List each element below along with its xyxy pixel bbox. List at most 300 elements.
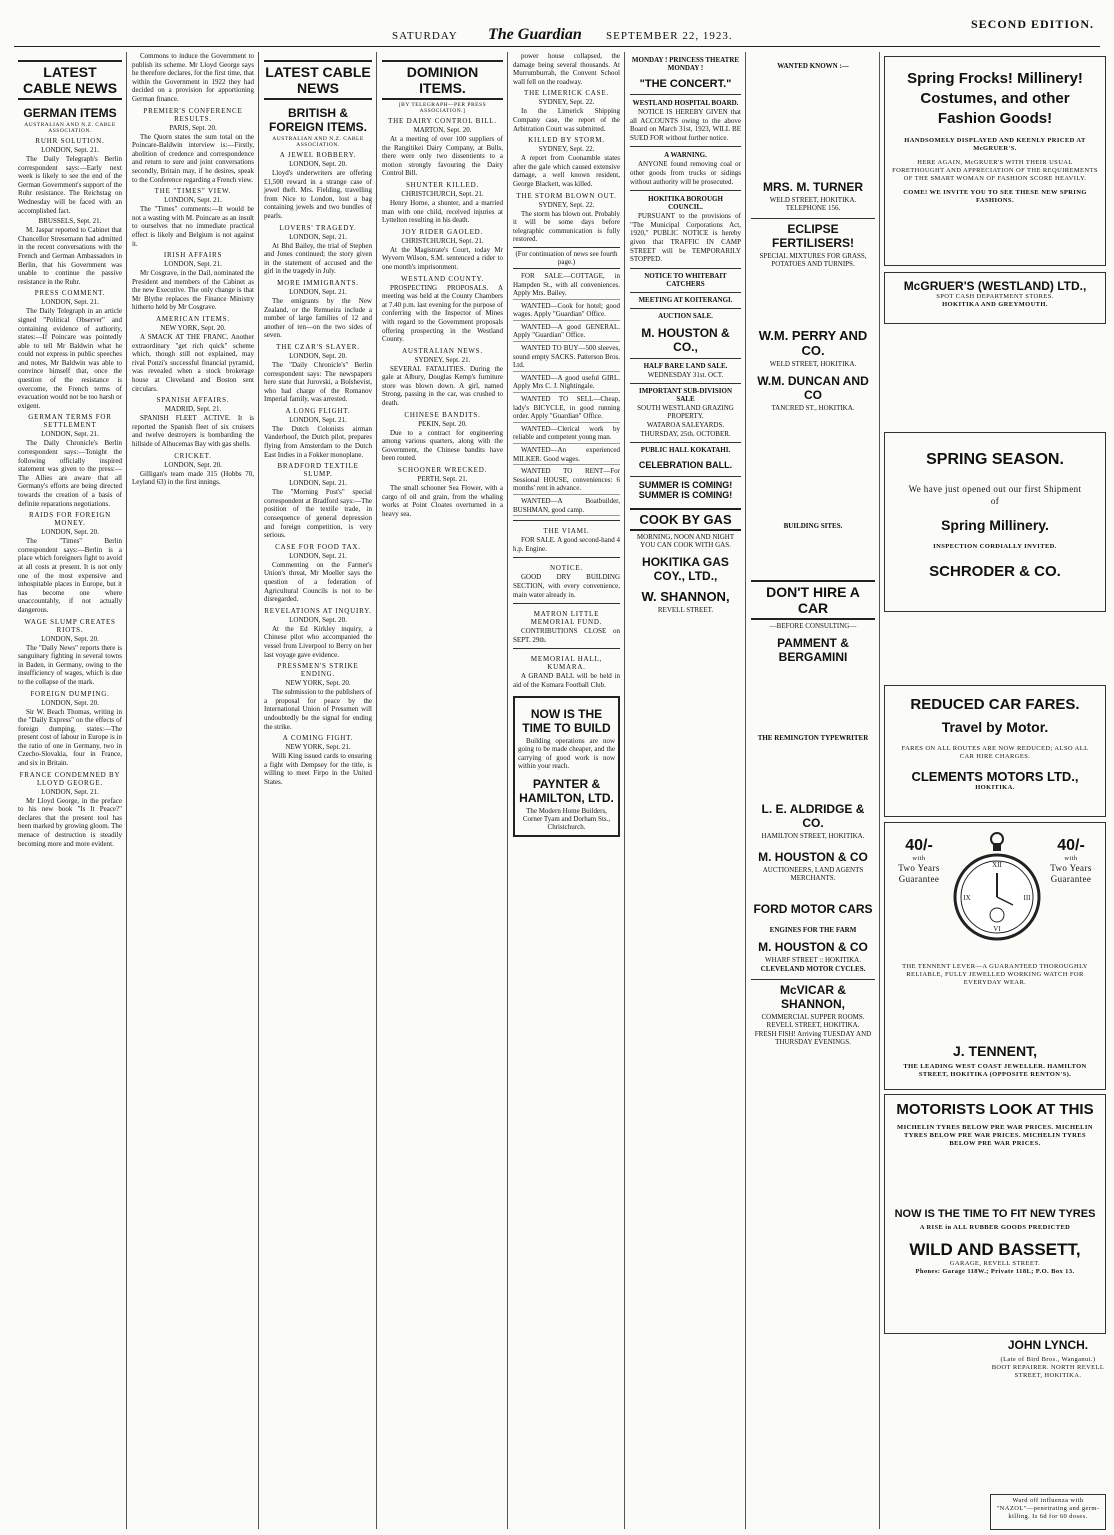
aldridge-heading: L. E. ALDRIDGE & CO. (761, 802, 865, 830)
price-right: 40/- (1057, 837, 1085, 854)
article-title: REVELATIONS AT INQUIRY. (264, 606, 372, 615)
article-dateline: LONDON, Sept. 21. (289, 415, 347, 424)
article (18, 413, 122, 508)
article-title: THE DAIRY CONTROL BILL. (388, 117, 497, 125)
notice-title: THE VIAMI. (543, 527, 590, 536)
article-title: PRESS COMMENT. (34, 289, 106, 298)
ford-heading: FORD MOTOR CARS (753, 902, 873, 916)
subdivision-heading: IMPORTANT SUB-DIVISION SALE (630, 383, 741, 403)
mcvicar-address: COMMERCIAL SUPPER ROOMS. REVELL STREET, HOKITIKA. (761, 1013, 865, 1029)
classified-ad: WANTED—Cook for hotel; good wages. Apply "Guardian" Office. (513, 302, 620, 321)
article-title: PRESSMEN'S STRIKE ENDING. (277, 662, 359, 679)
houston3-heading: M. HOUSTON & CO (758, 940, 868, 954)
hospital-text: NOTICE IS HEREBY GIVEN that all ACCOUNTS owing to the above Board on March 31st, 1923, WILL BE SUED FOR without further notice. (630, 108, 741, 142)
article-title: THE CZAR'S SLAYER. (276, 342, 360, 351)
article-text: At Bhd Bailey, the trial of Stephen and Jones continued; the story given in the statement of accused and the girl in the tragedy in July. (264, 241, 372, 276)
article (132, 251, 254, 312)
column-6 (626, 52, 745, 1531)
schroder-ad (884, 432, 1106, 612)
schroder-name: SCHRODER & CO. (929, 563, 1061, 580)
notice-text: CONTRIBUTIONS CLOSE on SEPT. 29th. (513, 627, 620, 644)
article-text: Lloyd's underwriters are offering £1,500 reward in a strange case of jewel theft. Mrs. Fielding, travelling from Nice to London, lost a bag containing jewels and two bundles of pearls. (264, 169, 372, 220)
article-text: The "Daily News" reports there is sanguinary fighting in several towns in Baden, in Germany, owing to the insufficiency of wages, which is due to the collapse of the mark. (18, 643, 122, 686)
meeting-heading: MEETING AT KOITERANGI. (630, 292, 741, 304)
notice-text: A GRAND BALL will be held in aid of the Kumara Football Club. (513, 672, 620, 689)
masthead-edition: SECOND EDITION. (970, 17, 1094, 31)
article-dateline: LONDON, Sept. 20. (41, 698, 99, 707)
hall-heading: PUBLIC HALL KOKATAHI. (630, 442, 741, 454)
article-text: SEVERAL FATALITIES. During the gale at Albury, Douglas Kemp's furniture store was blown down. A girl, named Strong, passing in the car, was crushed to death. (382, 364, 503, 408)
aldridge-address: HAMILTON STREET, HOKITIKA. (761, 832, 865, 840)
michelin-lines: MICHELIN TYRES BELOW PRE WAR PRICES. MICHELIN TYRES BELOW PRE WAR PRICES. MICHELIN TYRES BELOW PRE WAR PRICES. (897, 1124, 1093, 1147)
hospital-heading: WESTLAND HOSPITAL BOARD. (632, 99, 739, 107)
article (264, 462, 372, 540)
column-divider (126, 52, 127, 1529)
houston3-address: WHARF STREET :: HOKITIKA. (765, 956, 861, 964)
article (264, 224, 372, 276)
article-dateline: NEW YORK, Sept. 21. (285, 743, 351, 752)
column-4 (378, 52, 507, 1531)
article-continuation: Commons to induce the Government to publish its scheme. Mr Lloyd George says he therefore declares, for the first time, that within the Government in 1922 they had decided on a provision for apportioning German finance. (132, 52, 254, 103)
wild-phones: Phones: Garage 118W.; Private 118L; P.O. Box 13. (915, 1268, 1075, 1275)
shannon-address: REVELL STREET. (657, 605, 714, 614)
perry-heading: W.M. PERRY AND CO. (758, 328, 868, 358)
article (18, 690, 122, 768)
classified-ad: WANTED—A Boatbuilder, BUSHMAN, good camp. (513, 497, 620, 516)
article-list (513, 89, 620, 244)
article-text: Due to a contract for engineering among various quarters, along with the Government, the Chinese bandits have been routed. (382, 428, 503, 463)
nazol-ad (990, 1494, 1106, 1530)
article (264, 151, 372, 221)
article (513, 192, 620, 244)
article-title: MORE IMMIGRANTS. (277, 278, 359, 287)
article (264, 662, 372, 731)
article-title: LOVERS' TRAGEDY. (279, 223, 357, 232)
article-title: THE "TIMES" VIEW. (154, 187, 232, 196)
article-dateline: MARTON, Sept. 20. (413, 126, 472, 134)
article-dateline: LONDON, Sept. 20. (289, 160, 347, 168)
article-text: The "Times" Berlin correspondent says:—Berlin is a place which foreigners fight to avoid at all costs at present. It is not only one of the most expensive and inhospitable places in Europe, but it has become one where unaccountably, if not actually dangerous. (18, 537, 122, 614)
travel-heading: Travel by Motor. (941, 719, 1049, 735)
classified-ad: WANTED—A good useful GIRL. Apply Mrs C. J. Nightingale. (513, 374, 620, 393)
mcgruer-towns: HOKITIKA AND GREYMOUTH. (942, 301, 1048, 308)
article-title: A LONG FLIGHT. (285, 406, 351, 415)
builder-name: PAYNTER & HAMILTON, LTD. (519, 776, 614, 805)
article-text: At a meeting of over 100 suppliers of the Rangitikei Dairy Company, at Bulls, there were only two dissentients to a motion strongly favouring the Dairy Control Bill. (382, 135, 503, 178)
article-text: Gilligan's team made 315 (Hobbs 70, Leyland 63) in the first innings. (132, 469, 254, 487)
property-heading: SOUTH WESTLAND GRAZING PROPERTY. (637, 403, 734, 420)
article-title: FOREIGN DUMPING. (30, 689, 110, 698)
saleyards-heading: WATAROA SALEYARDS. (646, 420, 725, 429)
article-title: BRADFORD TEXTILE SLUMP. (277, 462, 359, 479)
wild-bassett-ad (884, 1094, 1106, 1334)
article-text: Commenting on the Farmer's Union's threat, Mr Moeller says the question of a federation of Agricultural Councils is not to be disregarded. (264, 560, 372, 604)
halfbare-heading: HALF BARE LAND SALE. (630, 358, 741, 370)
article (264, 343, 372, 404)
article-title: A JEWEL ROBBERY. (279, 151, 357, 159)
article-text: Willi King issued cards to ensuring a fight with Dempsey for the title, is willing to meet Firpo in the United States. (264, 752, 372, 786)
sale-date: WEDNESDAY 31st. OCT. (647, 370, 724, 379)
price-left: 40/- (905, 837, 933, 854)
article-text: The "Times" comments:—It would be not a wasting with M. Poincare as an insult to ourselves that no immediate practical effect is likely and Belgium is not against it. (132, 205, 254, 248)
houston2-heading: M. HOUSTON & CO (758, 850, 868, 864)
classified-ad: WANTED—Clerical work by reliable and competent young man. (513, 425, 620, 444)
article-dateline: SYDNEY, Sept. 22. (538, 98, 595, 107)
article (132, 315, 254, 393)
section-heading: LATEST CABLE NEWS (264, 60, 372, 100)
ball-heading: CELEBRATION BALL. (638, 459, 733, 470)
article-dateline: NEW YORK, Sept. 20. (285, 679, 351, 688)
article (264, 734, 372, 786)
article (382, 228, 503, 272)
council-heading: HOKITIKA BOROUGH COUNCIL. (648, 195, 723, 212)
article-title: CRICKET. (174, 451, 212, 460)
article-dateline: LONDON, Sept. 21. (41, 298, 99, 307)
article (264, 407, 372, 459)
article (264, 543, 372, 604)
notice-title: MEMORIAL HALL, KUMARA. (530, 655, 603, 672)
article-title: A COMING FIGHT. (282, 734, 354, 743)
tennent-address: THE LEADING WEST COAST JEWELLER. HAMILTON STREET, HOKITIKA (OPPOSITE RENTON'S). (903, 1063, 1087, 1078)
fares-heading: REDUCED CAR FARES. (910, 696, 1080, 713)
nazol-text: Ward off influenza with "NAZOL"—penetrating and germ-killing. Is 6d for 60 doses. (996, 1497, 1100, 1520)
article-text: Mr Cosgrave, in the Dail, nominated the President and members of the Cabinet as the new Executive. The only change is that Mr Blythe replaces the Finance Ministry hitherto held by Mr Cosgrave. (132, 269, 254, 312)
warning-text: ANYONE found removing coal or other goods from trucks or sidings without authority will be prosecuted. (630, 160, 741, 186)
now-time-heading: NOW IS THE TIME TO FIT NEW TYRES (894, 1208, 1096, 1220)
column-3 (260, 52, 376, 1531)
article (18, 511, 122, 614)
article-dateline: LONDON, Sept. 21. (41, 787, 99, 796)
remington-heading: THE REMINGTON TYPEWRITER (757, 734, 869, 742)
article (264, 279, 372, 340)
inspection-line: INSPECTION CORDIALLY INVITED. (933, 543, 1057, 550)
lynch-address: (Late of Bird Bros., Wanganui.) BOOT REPAIRER. NORTH REVELL STREET, HOKITIKA. (991, 1356, 1105, 1379)
column-divider (879, 52, 880, 1529)
article-text: The Daily Telegraph's Berlin correspondent says:—Early next week is likely to see the end of the German Government's support of the Ruhr resistance. The Reichstag on Wednesday will be faced with an accomplished fact. (18, 155, 122, 215)
article-title: THE LIMERICK CASE. (524, 89, 609, 98)
article-text: The "Morning Post's" special correspondent at Bradford says:—The position of the textile trade, in consequence of general depression and foreign competition, is very serious. (264, 488, 372, 540)
article-dateline: LONDON, Sept. 21. (289, 479, 347, 488)
article-text: Mr Lloyd George, in the preface to his new book "Is It Peace?" declares that the present tool has been marked by growing gloom. The menace of destruction is steadily becoming more and more evident. (18, 796, 122, 848)
article (18, 618, 122, 687)
cleveland-heading: CLEVELAND MOTOR CYCLES. (760, 965, 866, 973)
article-dateline: LONDON, Sept. 20. (289, 351, 347, 360)
article-title: THE STORM BLOWN OUT. (516, 191, 617, 200)
article-text: The storm has blown out. Probably it will be some days before telegraphic communication is fully restored. (513, 209, 620, 244)
notice-ad (513, 603, 620, 644)
article-continuation: power house collapsed, the damage being several thousands. At Murrumburrah, the Convent School wall fell on the roadway. (513, 52, 620, 86)
build-box (513, 696, 620, 837)
telegraph-tag: [BY TELEGRAPH—PER PRESS ASSOCIATION.] (398, 102, 487, 114)
mcgruer-stores-ad (884, 272, 1106, 324)
masthead-title: The Guardian (488, 26, 582, 43)
wild-name: WILD AND BASSETT, (909, 1240, 1081, 1259)
continuation-note: (For continuation of news see fourth page.) (513, 247, 620, 269)
article (132, 187, 254, 248)
wanted-known: WANTED KNOWN :— (777, 62, 849, 70)
article (18, 289, 122, 410)
article-dateline: SYDNEY, Sept. 21. (414, 355, 471, 364)
eclipse-sub: SPECIAL MIXTURES FOR GRASS, POTATOES AND TURNIPS. (759, 252, 867, 268)
council-ad (630, 190, 741, 264)
masthead-day: SATURDAY (392, 30, 458, 42)
article (382, 347, 503, 408)
article-dateline: LONDON, Sept. 20. (41, 634, 99, 643)
houston2-sub: AUCTIONEERS, LAND AGENTS MERCHANTS. (762, 866, 864, 882)
article-text: The small schooner Sea Flower, with a cargo of oil and grain, from the whaling works at Point Cloates overturned in a heavy sea. (382, 484, 503, 518)
article-title: CHINESE BANDITS. (404, 410, 481, 419)
article-title: JOY RIDER GAOLED. (401, 227, 484, 236)
article-dateline: MADRID, Sept. 21. (164, 405, 222, 414)
article (264, 607, 372, 659)
build-box-text: Building operations are now going to be made cheaper, and the carrying of good work is now within your reach. (518, 736, 615, 771)
spring-text: HERE AGAIN, McGRUER'S WITH THEIR USUAL FORETHOUGHT AND APPRECIATION OF THE REQUIREMENTS OF THE SMART WOMAN OF FASHION SCORE HEAVILY. (892, 159, 1098, 182)
summer-heading: SUMMER IS COMING! SUMMER IS COMING! (630, 476, 741, 500)
article (382, 117, 503, 178)
article-title: FRANCE CONDEMNED BY LLOYD GEORGE. (19, 770, 121, 787)
warning-ad (630, 146, 741, 186)
council-text: PURSUANT to the provisions of "The Municipal Corporations Act, 1920," PUBLIC NOTICE is hereby given that TRAFFIC IN CAMP STREET will be TEMPORARILY STOPPED. (630, 212, 741, 264)
svg-text:IX: IX (963, 894, 971, 902)
classified-list (513, 272, 620, 516)
article-title: SPANISH AFFAIRS. (156, 396, 230, 405)
rise-line: A RISE in ALL RUBBER GOODS PREDICTED (919, 1224, 1071, 1231)
mcvicar-heading: McVICAR & SHANNON, (751, 979, 875, 1011)
spring-frocks-heading: Spring Frocks! Millinery! Costumes, and other Fashion Goods! (907, 70, 1083, 127)
column-5 (509, 52, 624, 1531)
notice-ad (513, 648, 620, 689)
price-right-block (1047, 837, 1095, 885)
column-2 (128, 52, 258, 1531)
association-line: AUSTRALIAN AND N.Z. CABLE ASSOCIATION. (24, 122, 116, 134)
article-dateline: LONDON, Sept. 20. (164, 460, 222, 469)
classified-ad: WANTED—A good GENERAL. Apply "Guardian" Office. (513, 323, 620, 342)
article-text: The Daily Telegraph in an article signed "Political Observer" and containing evidence of authority, states:—If Poincare was pointedly able to tell Mr Baldwin what he could not express in public speeches and notes, Mr Baldwin was able to convince himself that, once the question of the resistance is overcome, the French terms of evacuation would not be too harsh or exigent. (18, 307, 122, 410)
article (132, 452, 254, 487)
classified-ad: FOR SALE.—COTTAGE, in Hampden St., with all conveniences. Apply Mrs. Bailey. (513, 272, 620, 300)
article-text: The "Daily Chronicle's" Berlin correspondent says: The newspapers here state that Jurovski, a Bolshevist, who had charge of the Romanov Imperial family, was arrested. (264, 360, 372, 404)
motorists-heading: MOTORISTS LOOK AT THIS (896, 1101, 1094, 1118)
article (18, 771, 122, 849)
masthead-date: SEPTEMBER 22, 1923. (606, 30, 733, 42)
mcgruer-ad (884, 56, 1106, 266)
article-dateline: PEKIN, Sept. 20. (418, 419, 467, 428)
svg-text:III: III (1023, 894, 1031, 902)
classified-ad: WANTED TO SELL—Cheap, lady's BICYCLE, in good running order. Apply "Guardian" Office. (513, 395, 620, 423)
sale-date-2: THURSDAY, 25th. OCTOBER. (640, 429, 731, 438)
shannon-heading: W. SHANNON, (641, 588, 730, 604)
article-title: KILLED BY STORM. (528, 136, 605, 145)
article-text: At the Ed Kirkley inquiry, a Chinese pilot who accompanied the vessel from Liverpool to Berry on her last voyage gave evidence. (264, 624, 372, 659)
article-title: SCHOONER WRECKED. (397, 466, 488, 475)
article-text: PROSPECTING PROPOSALS. A meeting was held at the County Chambers at 7.40 p.m. last evening for the purpose of conferring with the Inspector of Mines with regard to the Government proposals offering prospecting in the Westland County. (382, 283, 503, 344)
tennent-ad (884, 822, 1106, 1090)
article-text: Sir W. Beach Thomas, writing in the "Daily Express" on the effects of foreign dumping, states:—The present cost of labour in Europe is in the ratio of one in Germany, two in Czecho-Slovakia, four in France, and six in Britain. (18, 707, 122, 768)
article-dateline: LONDON, Sept. 20. (41, 528, 99, 537)
duncan-heading: W.M. DUNCAN AND CO (757, 374, 869, 402)
article-dateline: BRUSSELS, Sept. 21. (38, 217, 102, 226)
article-title: AMERICAN ITEMS. (156, 315, 230, 324)
article-text: The submission to the publishers of a proposal for peace by the International Union of Pressmen will undoubtedly be the signal for ending the strike. (264, 688, 372, 731)
film-title: "THE CONCERT." (639, 78, 732, 90)
article-dateline: CHRISTCHURCH, Sept. 21. (401, 236, 484, 245)
article (382, 181, 503, 225)
notice-title: MATRON LITTLE MEMORIAL FUND. (530, 610, 603, 627)
article (513, 136, 620, 188)
houston-heading: M. HOUSTON & CO., (641, 325, 730, 354)
builder-address: The Modern Home Builders, Corner Tyam and Dorham Sts., Christchurch. (522, 806, 611, 831)
turner-heading: MRS. M. TURNER (763, 180, 863, 194)
article-text: The Daily Chronicle's Berlin correspondent says:—Tonight the following officially inspired statement was given to the press:—The Allies are aware that all Germany's efforts are being directed towards the creation of a basis of definite reparations negotiations. (18, 439, 122, 508)
article-text: SPANISH FLEET ACTIVE. It is reported the Spanish fleet of six cruisers and twelve destroyers is bombarding the hillside of Alhucemas Bay with gas shells. (132, 414, 254, 448)
eclipse-heading: ECLIPSE FERTILISERS! (751, 218, 875, 250)
article-text: M. Jaspar reported to Cabinet that Chancellor Stresemann had admitted in the recent conversations with the French and German Ambassadors in Berlin, that his Government was unable to continue the passive resistance in the Ruhr. (18, 226, 122, 286)
article-text: At the Magistrate's Court, today Mr Wyvern Wilson, S.M. sentenced a rider to one month's imprisonment. (382, 245, 503, 271)
build-box-heading: NOW IS THE TIME TO BUILD (522, 706, 611, 735)
svg-text:VI: VI (993, 925, 1001, 933)
article-text: The emigrants by the New Zealand, or the Remueira include a number of large families of 12 and another of ten—on the two sides of seven. (264, 296, 372, 340)
article-dateline: LONDON, Sept. 21. (41, 146, 99, 154)
pammen-heading: PAMMENT & BERGAMINI (777, 636, 849, 664)
fish-note: FRESH FISH! Arriving TUESDAY AND THURSDAY EVENINGS. (754, 1030, 872, 1046)
clements-name: CLEMENTS MOTORS LTD., (911, 769, 1079, 784)
article-title: GERMAN TERMS FOR SETTLEMENT (28, 413, 112, 430)
article-dateline: NEW YORK, Sept. 20. (160, 324, 226, 333)
article-dateline: PARIS, Sept. 20. (169, 123, 217, 132)
article-text: The Dutch Colonists airman Vanderhoof, the Dutch pilot, prepares flying from Amsterdam to the Dutch East Indies in a Fokker monoplane. (264, 424, 372, 459)
article (382, 466, 503, 518)
article-dateline: PERTH, Sept. 21. (417, 475, 468, 484)
article-dateline: LONDON, Sept. 21. (289, 551, 347, 560)
article-dateline: SYDNEY, Sept. 22. (538, 200, 595, 209)
article-title: IRISH AFFAIRS (163, 251, 223, 260)
turner-address: WELD STREET, HOKITIKA. TELEPHONE 156. (769, 196, 857, 212)
article-text: The Quorn states the sum total on the Poincare-Baldwin interview is:—Firstly, abolition of credence and correspondence and return to sure and joint conversations secondly, Britain may, if he desires, speak to the Conference regarding a French view. (132, 132, 254, 184)
theatre-heading: MONDAY ! PRINCESS THEATRE MONDAY ! (631, 56, 740, 72)
article-list (132, 107, 254, 487)
section-subheading: BRITISH & FOREIGN ITEMS. (268, 106, 367, 134)
clements-ad (884, 685, 1106, 817)
masthead (0, 0, 1114, 52)
clements-town: HOKITIKA. (975, 784, 1015, 791)
notice-ad (513, 557, 620, 599)
hire-heading: DON'T HIRE A CAR (751, 580, 875, 620)
with-left: with (912, 855, 926, 862)
section-heading: LATEST CABLE NEWS (18, 60, 122, 100)
article-dateline: LONDON, Sept. 21. (289, 232, 347, 241)
article-title: WESTLAND COUNTY. (400, 274, 485, 283)
association-line: AUSTRALIAN AND N.Z. CABLE ASSOCIATION. (272, 136, 364, 148)
warning-heading: A WARNING. (664, 151, 707, 160)
article-dateline: CHRISTCHURCH, Sept. 21. (401, 189, 484, 198)
column-1 (14, 52, 126, 1531)
hire-sub: —BEFORE CONSULTING— (769, 622, 857, 630)
gas-company: HOKITIKA GAS COY., LTD., (642, 554, 729, 583)
masthead-rule (14, 46, 1100, 47)
column-divider (258, 52, 259, 1529)
article-dateline: LONDON, Sept. 21. (289, 287, 347, 296)
article-title: RAIDS FOR FOREIGN MONEY. (28, 511, 112, 528)
article-title: CASE FOR FOOD TAX. (275, 542, 361, 551)
article-text: Henry Horne, a shunter, and a married man with one child, received injuries at Lyttelton resulting in his death. (382, 198, 503, 225)
article-title: WAGE SLUMP CREATES RIOTS. (24, 617, 116, 634)
article-dateline: LONDON, Sept. 21. (164, 260, 222, 269)
article (382, 275, 503, 344)
lynch-name: JOHN LYNCH. (1007, 1338, 1089, 1352)
section-heading: DOMINION ITEMS. (382, 60, 503, 100)
invite-line: COME! WE INVITE YOU TO SEE THESE NEW SPRING FASHIONS. (903, 189, 1087, 204)
sites-heading: BUILDING SITES. (783, 522, 843, 530)
notice-text: FOR SALE. A good second-hand 4 h.p. Engine. (513, 536, 620, 553)
article-list (264, 151, 372, 787)
article (132, 107, 254, 185)
wild-address: GARAGE, REVELL STREET. (949, 1260, 1041, 1267)
mcgruer-name: McGRUER'S (WESTLAND) LTD., (903, 279, 1087, 293)
fares-sub: FARES ON ALL ROUTES ARE NOW REDUCED; ALSO ALL CAR HIRE CHARGES. (901, 745, 1089, 760)
tennent-name: J. TENNENT, (952, 1043, 1037, 1059)
classified-ad: WANTED—An experienced MILKER. Good wages. (513, 446, 620, 465)
article-dateline: LONDON, Sept. 20. (289, 615, 347, 624)
guarantee-right: Two Years Guarantee (1050, 863, 1092, 884)
column-divider (376, 52, 377, 1529)
notice-title: NOTICE. (549, 564, 583, 573)
guarantee-left: Two Years Guarantee (898, 863, 940, 884)
mcgruer-sub: SPOT CASH DEPARTMENT STORES. (936, 293, 1054, 300)
season-item: Spring Millinery. (941, 517, 1049, 533)
duncan-address: TANCRED ST., HOKITIKA. (771, 404, 855, 412)
with-right: with (1064, 855, 1078, 862)
season-text: We have just opened out our first Shipment of (908, 484, 1082, 506)
article-list (382, 117, 503, 518)
article-title: RUHR SOLUTION. (35, 137, 105, 145)
classified-ad: WANTED TO BUY—500 sleeves, sound empty SACKS. Patterson Bros. Ltd. (513, 344, 620, 372)
article-dateline: LONDON, Sept. 21. (164, 196, 222, 205)
cook-by-gas-heading: COOK BY GAS (630, 508, 741, 531)
notice-text: GOOD DRY BUILDING SECTION, with every convenience, main water already in. (513, 573, 620, 599)
classified-ad: WANTED TO RENT—For Sessional HOUSE, conveniences: 6 months' rent in advance. (513, 467, 620, 495)
article (132, 396, 254, 448)
article-dateline: LONDON, Sept. 21. (41, 430, 99, 439)
hospital-ad (630, 94, 741, 142)
auction-heading: AUCTION SALE. (630, 308, 741, 320)
article-title: AUSTRALIAN NEWS. (402, 346, 483, 355)
column-divider (745, 52, 746, 1529)
article (18, 217, 122, 286)
lynch-ad (990, 1338, 1106, 1488)
season-heading: SPRING SEASON. (926, 451, 1064, 468)
notice-ad (513, 520, 620, 553)
article-dateline: SYDNEY, Sept. 22. (538, 145, 595, 154)
article-text: A SMACK AT THE FRANC. Another extraordinary "get rich quick" scheme which, though still not explained, may rival Ponzi's successful financial pyramid, was revealed when a stock brokerage house at Cleveland and Boston sent circulars. (132, 333, 254, 393)
column-divider (507, 52, 508, 1529)
article-text: A report from Coonamble states after the gale which caused extensive damage, a well known resident, George Blackett, was killed. (513, 154, 620, 188)
whitebait-heading: NOTICE TO WHITEBAIT CATCHERS (630, 268, 741, 288)
gas-slogan: MORNING, NOON AND NIGHT YOU CAN COOK WITH GAS. (636, 532, 735, 549)
article (513, 89, 620, 133)
perry-address: WELD STREET, HOKITIKA. (769, 360, 857, 368)
article-text: In the Limerick Shipping Company case, the report of the Arbitration Court was submitted. (513, 107, 620, 133)
tennent-lever-text: THE TENNENT LEVER—A GUARANTEED THOROUGHLY RELIABLE, FULLY JEWELLED WORKING WATCH FOR EVERYDAY WEAR. (902, 963, 1088, 986)
svg-text:XII: XII (992, 861, 1002, 869)
handsomely-line: HANDSOMELY DISPLAYED AND KEENLY PRICED AT McGRUER'S. (904, 137, 1086, 152)
article-list (18, 137, 122, 848)
article (382, 411, 503, 463)
section-subheading: GERMAN ITEMS (23, 106, 117, 120)
price-left-block (895, 837, 943, 885)
column-7 (747, 52, 879, 1531)
article (18, 137, 122, 215)
article-title: PREMIER'S CONFERENCE RESULTS. (143, 106, 243, 123)
